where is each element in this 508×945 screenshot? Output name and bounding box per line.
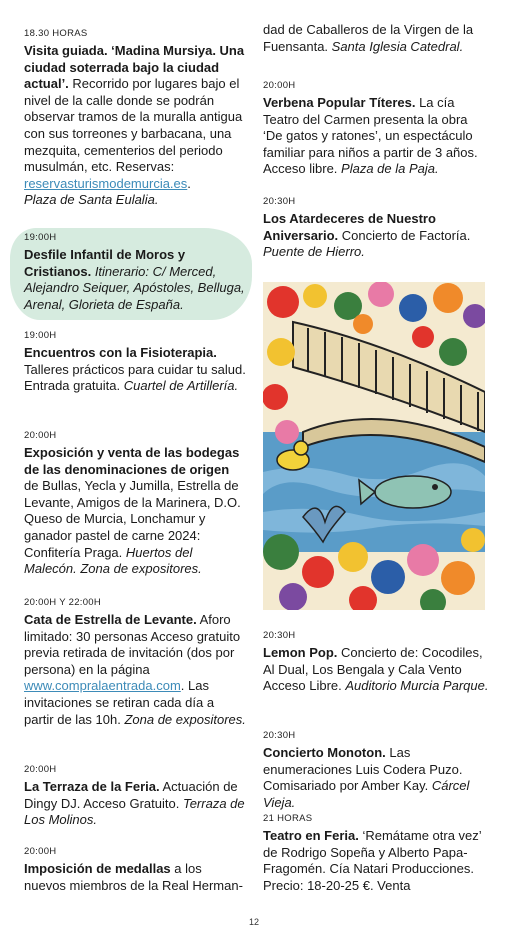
event-text: Actuación de Dingy DJ. Acceso Gratuito. bbox=[24, 779, 238, 811]
event-time: 18.30 HORAS bbox=[24, 28, 88, 39]
event-title: Visita guiada. ‘Madina Mursiya. Una ciudad soterrada bajo la ciudad actual’. bbox=[24, 43, 245, 92]
event-time: 19:00H bbox=[24, 330, 57, 341]
event-text-after: . bbox=[187, 175, 191, 191]
event-text: dad de Caballeros de la Virgen de la Fuensanta. bbox=[263, 22, 474, 54]
event-title: Imposición de medallas bbox=[24, 861, 171, 876]
event-title: Verbena Popular Títeres. bbox=[263, 95, 416, 110]
event-text-after: . Las invitaciones se retiran cada día a partir de las 10h. bbox=[24, 678, 215, 727]
event-desfile-infantil bbox=[24, 232, 246, 313]
event-text: de Bullas, Yecla y Jumilla, Estrella de Levante, Amigos de la Marinera, D.O. Queso de Murcia, Lonchamur y ganador pastel de carne 2024: Confitería Praga. bbox=[24, 478, 241, 560]
event-title: Encuentros con la Fisioterapia. bbox=[24, 345, 217, 360]
event-teatro-feria bbox=[263, 813, 489, 894]
event-title: Exposición y venta de las bodegas de las denominaciones de origen bbox=[24, 445, 240, 477]
event-time: 21 HORAS bbox=[263, 813, 313, 824]
event-text: Concierto de: Cocodiles, Al Dual, Los Bengala y Cala Vento Acceso Libre. bbox=[263, 645, 483, 694]
event-time: 20:00H bbox=[24, 430, 57, 441]
event-place: Plaza de la Paja. bbox=[341, 161, 439, 177]
page-number: 12 bbox=[248, 917, 259, 927]
event-time: 20:00H bbox=[24, 764, 57, 775]
event-exposicion-bodegas bbox=[24, 430, 246, 578]
event-time: 20:00H Y 22:00H bbox=[24, 597, 102, 608]
event-text: Talleres prácticos para cuidar tu salud. Entrada gratuita. bbox=[24, 361, 246, 394]
event-place: Cárcel Vieja. bbox=[263, 778, 470, 810]
event-place: Zona de expositores. bbox=[124, 711, 246, 727]
event-title: Concierto Monoton. bbox=[263, 745, 386, 760]
event-text: Aforo limitado: 30 personas Acceso gratuito previa retirada de invitación (dos por persona) en la página bbox=[24, 612, 241, 677]
event-time: 20:00H bbox=[24, 846, 57, 857]
event-place: Terraza de Los Molinos. bbox=[24, 795, 245, 828]
event-place: Huertos del Malecón. Zona de expositores. bbox=[24, 544, 202, 577]
event-text: ‘Remátame otra vez’ de Rodrigo Sopeña y Alberto Papa-Fragomén. Cía Natari Producciones. Precio: 18-20-25 €. Venta bbox=[263, 828, 482, 893]
event-text: Recorrido por lugares bajo el nivel de la calle donde se podrán observar tramos de la muralla antigua con sus torreones y barbacana, una mezquita, cementerios del periodo musulmán, etc. Reservas: bbox=[24, 76, 243, 175]
event-place: Auditorio Murcia Parque. bbox=[345, 678, 489, 694]
event-visita-guiada bbox=[24, 28, 246, 209]
event-title: Desfile Infantil de Moros y Cristianos. bbox=[24, 247, 186, 279]
event-fisioterapia bbox=[24, 330, 246, 395]
reservations-link[interactable]: reservasturismodemurcia.es bbox=[24, 175, 188, 191]
event-place: Puente de Hierro. bbox=[263, 244, 365, 260]
event-text: La cía Teatro del Carmen presenta la obra ‘De gatos y ratones’, un espectáculo familiar para niños a partir de 3 años. Acceso libre. bbox=[263, 95, 478, 177]
event-time: 20:00H bbox=[263, 80, 296, 91]
tickets-link[interactable]: www.compralaentrada.com bbox=[24, 678, 181, 694]
event-place: Cuartel de Artillería. bbox=[123, 378, 239, 394]
event-terraza-feria bbox=[24, 764, 246, 829]
event-text: Las enumeraciones Luis Codera Puzo. Comisariado por Amber Kay. bbox=[263, 745, 463, 794]
event-title: La Terraza de la Feria. bbox=[24, 779, 160, 794]
festival-illustration bbox=[263, 282, 485, 610]
event-time: 20:30H bbox=[263, 630, 296, 641]
event-title: Cata de Estrella de Levante. bbox=[24, 612, 197, 627]
event-concierto-monoton bbox=[263, 730, 489, 811]
event-lemon-pop bbox=[263, 630, 489, 695]
event-place: Itinerario: C/ Merced, Alejandro Seiquer, Apóstoles, Belluga, Arenal, Glorieta de España. bbox=[24, 263, 245, 312]
event-atardeceres bbox=[263, 196, 489, 261]
event-time: 19:00H bbox=[24, 232, 57, 243]
event-title: Lemon Pop. bbox=[263, 645, 338, 660]
event-text: a los nuevos miembros de la Real Herman- bbox=[24, 861, 243, 893]
event-verbena-titeres bbox=[263, 80, 489, 178]
event-title: Los Atardeceres de Nuestro Aniversario. bbox=[263, 211, 436, 243]
event-place: Santa Iglesia Catedral. bbox=[331, 38, 464, 54]
event-time: 20:30H bbox=[263, 730, 296, 741]
event-cata-estrella bbox=[24, 597, 246, 728]
event-imposicion-medallas bbox=[24, 846, 246, 894]
event-title: Teatro en Feria. bbox=[263, 828, 359, 843]
event-time: 20:30H bbox=[263, 196, 296, 207]
event-place: Plaza de Santa Eulalia. bbox=[24, 192, 159, 208]
event-text: Concierto de Factoría. bbox=[338, 227, 471, 243]
event-continuation bbox=[263, 22, 489, 55]
